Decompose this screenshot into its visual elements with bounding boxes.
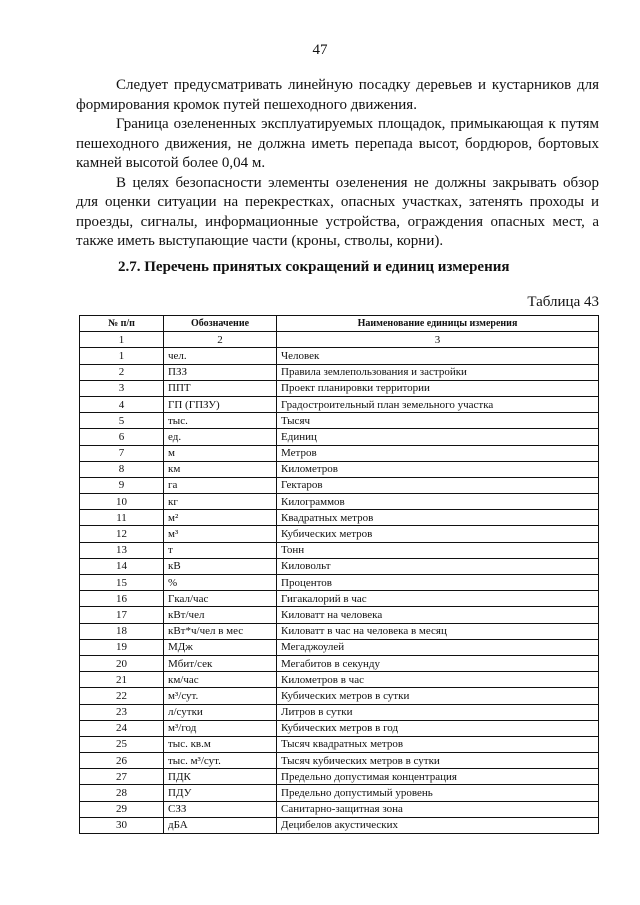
table-row xyxy=(80,575,599,591)
table-row xyxy=(80,672,599,688)
row-number: 4 xyxy=(80,396,164,412)
table-row xyxy=(80,704,599,720)
row-number: 27 xyxy=(80,769,164,785)
table-row xyxy=(80,445,599,461)
table-row xyxy=(80,769,599,785)
row-number: 22 xyxy=(80,688,164,704)
row-unit-name: Кубических метров xyxy=(277,526,599,542)
row-symbol: м xyxy=(164,445,277,461)
row-symbol: тыс. м³/сут. xyxy=(164,753,277,769)
header-number: № п/п xyxy=(80,316,164,332)
row-unit-name: Кубических метров в сутки xyxy=(277,688,599,704)
row-symbol: л/сутки xyxy=(164,704,277,720)
row-number: 11 xyxy=(80,510,164,526)
row-symbol: кВт*ч/чел в мес xyxy=(164,623,277,639)
row-number: 29 xyxy=(80,801,164,817)
row-symbol: МДж xyxy=(164,639,277,655)
row-number: 14 xyxy=(80,558,164,574)
table-row xyxy=(80,639,599,655)
row-unit-name: Гектаров xyxy=(277,477,599,493)
table-row xyxy=(80,720,599,736)
paragraph: В целях безопасности элементы озеленения не должны закрывать обзор для оценки ситуации на перекрестках, опасных участках, затенять проходы и проезды, сигналы, информационные устройства, ограждения опасных мест, а также иметь выступающие части (кроны, стволы, корни). xyxy=(76,174,599,249)
row-unit-name: Децибелов акустических xyxy=(277,817,599,833)
row-number: 16 xyxy=(80,591,164,607)
row-symbol: кВ xyxy=(164,558,277,574)
row-unit-name: Единиц xyxy=(277,429,599,445)
table-row xyxy=(80,348,599,364)
row-symbol: ПЗЗ xyxy=(164,364,277,380)
table-row xyxy=(80,413,599,429)
row-number: 3 xyxy=(80,380,164,396)
paragraph: Следует предусматривать линейную посадку деревьев и кустарников для формирования кромок путей пешеходного движения. xyxy=(76,77,599,113)
table-row xyxy=(80,477,599,493)
row-symbol: га xyxy=(164,477,277,493)
row-number: 8 xyxy=(80,461,164,477)
table-header-row xyxy=(80,316,599,332)
table-row xyxy=(80,655,599,671)
row-symbol: % xyxy=(164,575,277,591)
row-symbol: кВт/чел xyxy=(164,607,277,623)
row-unit-name: Мегаджоулей xyxy=(277,639,599,655)
table-row xyxy=(80,591,599,607)
table-row xyxy=(80,736,599,752)
body-text xyxy=(76,76,599,252)
table-row xyxy=(80,429,599,445)
row-unit-name: Гигакалорий в час xyxy=(277,591,599,607)
row-symbol: м³/год xyxy=(164,720,277,736)
row-unit-name: Киловольт xyxy=(277,558,599,574)
table-row xyxy=(80,785,599,801)
row-unit-name: Километров xyxy=(277,461,599,477)
table-row xyxy=(80,753,599,769)
row-number: 7 xyxy=(80,445,164,461)
row-unit-name: Килограммов xyxy=(277,494,599,510)
row-symbol: чел. xyxy=(164,348,277,364)
row-number: 9 xyxy=(80,477,164,493)
row-unit-name: Градостроительный план земельного участка xyxy=(277,396,599,412)
row-symbol: ПДУ xyxy=(164,785,277,801)
row-unit-name: Санитарно-защитная зона xyxy=(277,801,599,817)
row-symbol: ед. xyxy=(164,429,277,445)
row-number: 21 xyxy=(80,672,164,688)
table-caption: Таблица 43 xyxy=(527,294,599,310)
paragraph: Граница озелененных эксплуатируемых площадок, примыкающая к путям пешеходного движения, не должна иметь перепада высот, бордюров, бортовых камней высотой более 0,04 м. xyxy=(76,116,599,171)
table-row xyxy=(80,396,599,412)
row-unit-name: Предельно допустимая концентрация xyxy=(277,769,599,785)
row-number: 26 xyxy=(80,753,164,769)
row-unit-name: Тонн xyxy=(277,542,599,558)
column-number: 1 xyxy=(80,332,164,348)
row-number: 25 xyxy=(80,736,164,752)
row-unit-name: Мегабитов в секунду xyxy=(277,655,599,671)
row-unit-name: Тысяч кубических метров в сутки xyxy=(277,753,599,769)
row-number: 13 xyxy=(80,542,164,558)
table-row xyxy=(80,688,599,704)
table-row xyxy=(80,526,599,542)
row-unit-name: Квадратных метров xyxy=(277,510,599,526)
row-symbol: м² xyxy=(164,510,277,526)
header-unit-name: Наименование единицы измерения xyxy=(277,316,599,332)
row-unit-name: Предельно допустимый уровень xyxy=(277,785,599,801)
row-symbol: дБА xyxy=(164,817,277,833)
row-unit-name: Метров xyxy=(277,445,599,461)
row-unit-name: Кубических метров в год xyxy=(277,720,599,736)
row-symbol: км xyxy=(164,461,277,477)
row-number: 23 xyxy=(80,704,164,720)
row-symbol: тыс. xyxy=(164,413,277,429)
table-row xyxy=(80,558,599,574)
row-unit-name: Киловатт на человека xyxy=(277,607,599,623)
row-number: 20 xyxy=(80,655,164,671)
table-row xyxy=(80,510,599,526)
row-unit-name: Правила землепользования и застройки xyxy=(277,364,599,380)
table-body xyxy=(80,348,599,834)
table-row xyxy=(80,817,599,833)
row-number: 18 xyxy=(80,623,164,639)
units-table xyxy=(79,315,599,834)
row-number: 28 xyxy=(80,785,164,801)
row-unit-name: Тысяч квадратных метров xyxy=(277,736,599,752)
row-number: 6 xyxy=(80,429,164,445)
table-row xyxy=(80,607,599,623)
row-unit-name: Киловатт в час на человека в месяц xyxy=(277,623,599,639)
table-column-number-row xyxy=(80,332,599,348)
table-row xyxy=(80,461,599,477)
table-row xyxy=(80,494,599,510)
row-symbol: СЗЗ xyxy=(164,801,277,817)
table-row xyxy=(80,542,599,558)
row-unit-name: Тысяч xyxy=(277,413,599,429)
row-number: 12 xyxy=(80,526,164,542)
row-unit-name: Километров в час xyxy=(277,672,599,688)
table-row xyxy=(80,364,599,380)
row-symbol: ГП (ГПЗУ) xyxy=(164,396,277,412)
table-row xyxy=(80,380,599,396)
row-number: 15 xyxy=(80,575,164,591)
row-unit-name: Проект планировки территории xyxy=(277,380,599,396)
column-number: 3 xyxy=(277,332,599,348)
row-symbol: Гкал/час xyxy=(164,591,277,607)
row-number: 2 xyxy=(80,364,164,380)
row-symbol: т xyxy=(164,542,277,558)
row-symbol: м³/сут. xyxy=(164,688,277,704)
row-symbol: кг xyxy=(164,494,277,510)
row-number: 1 xyxy=(80,348,164,364)
row-symbol: км/час xyxy=(164,672,277,688)
table-row xyxy=(80,623,599,639)
row-symbol: тыс. кв.м xyxy=(164,736,277,752)
row-number: 24 xyxy=(80,720,164,736)
row-symbol: ПДК xyxy=(164,769,277,785)
row-unit-name: Литров в сутки xyxy=(277,704,599,720)
column-number: 2 xyxy=(164,332,277,348)
row-number: 30 xyxy=(80,817,164,833)
table-row xyxy=(80,801,599,817)
row-symbol: м³ xyxy=(164,526,277,542)
row-unit-name: Человек xyxy=(277,348,599,364)
page-number: 47 xyxy=(312,42,328,58)
section-heading: 2.7. Перечень принятых сокращений и единиц измерения xyxy=(118,259,510,275)
row-number: 10 xyxy=(80,494,164,510)
row-number: 17 xyxy=(80,607,164,623)
header-symbol: Обозначение xyxy=(164,316,277,332)
row-symbol: ППТ xyxy=(164,380,277,396)
row-symbol: Мбит/сек xyxy=(164,655,277,671)
row-unit-name: Процентов xyxy=(277,575,599,591)
row-number: 5 xyxy=(80,413,164,429)
row-number: 19 xyxy=(80,639,164,655)
